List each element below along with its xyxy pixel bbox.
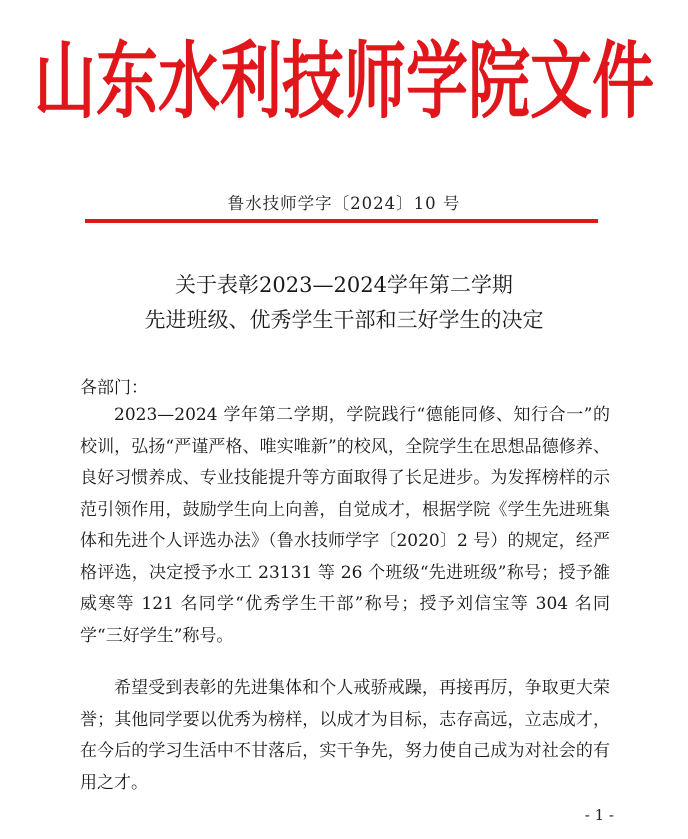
body-paragraph-2: 希望受到表彰的先进集体和个人戒骄戒躁，再接再厉，争取更大荣誉；其他同学要以优秀为榜样，以成才为目标，志存高远，立志成才，在今后的学习生活中不甘落后，实干争先，努力使自己成为对社会的有用之才。 [80,678,610,793]
page-number: - 1 - [584,806,614,824]
body-paragraph-1: 2023—2024 学年第二学期，学院践行“德能同修、知行合一”的校训，弘扬“严谨严格、唯实唯新”的校风，全院学生在思想品德修养、良好习惯养成、专业技能提升等方面取得了长足进步。为发挥榜样的示范引领作用，鼓励学生向上向善，自觉成才，根据学院《学生先进班集体和先进个人评选办法》（鲁水技师学字〔2020〕2 号）的规定，经严格评选，决定授予水工 23131 等 26 个班级“先进班级”称号；授予雒威寒等 121 名同学“优秀学生干部”称号；授予刘信宝等 304 名同学“三好学生”称号。 [80,405,610,646]
masthead-title: 山东水利技师学院文件 [33,31,654,131]
title-line-2: 先进班级、优秀学生干部和三好学生的决定 [144,308,544,332]
salutation: 各部门： [80,378,148,398]
title-line-1: 关于表彰2023—2024学年第二学期 [175,273,513,297]
document-title [0,268,688,338]
document-number: 鲁水技师学字〔2024〕10 号 [227,194,461,213]
red-divider-line [85,219,598,223]
